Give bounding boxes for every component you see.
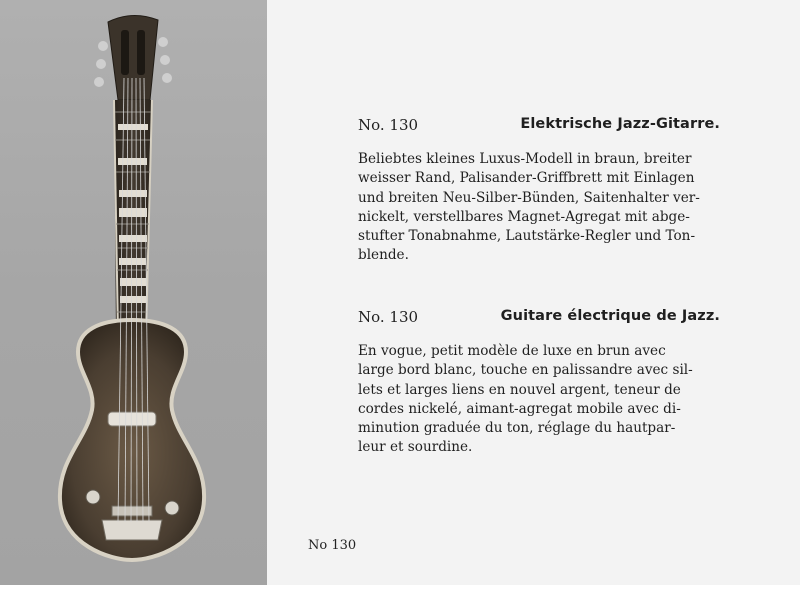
- entry-german: [358, 116, 720, 266]
- description-line: nickelt, verstellbares Magnet-Agregat mit abge-: [358, 208, 690, 225]
- product-number: No. 130: [358, 116, 419, 134]
- product-description: [358, 342, 720, 458]
- product-title: Guitare électrique de Jazz.: [500, 308, 720, 324]
- guitar-illustration: [0, 0, 267, 585]
- entry-header: [358, 116, 720, 138]
- description-line: lets et larges liens en nouvel argent, teneur de: [358, 381, 681, 398]
- description-line: large bord blanc, touche en palissandre avec sil-: [358, 362, 693, 379]
- headstock: [94, 15, 172, 100]
- body: [60, 320, 204, 560]
- entry-header: [358, 308, 720, 330]
- description-line: minution graduée du ton, réglage du hautpar-: [358, 420, 676, 437]
- description-line: blende.: [358, 247, 409, 264]
- entry-french: [358, 308, 720, 458]
- catalog-page: [267, 0, 800, 585]
- description-line: cordes nickelé, aimant-agregat mobile avec di-: [358, 400, 681, 417]
- product-title: Elektrische Jazz-Gitarre.: [520, 116, 720, 132]
- photo-caption: No 130: [308, 538, 357, 553]
- page-margin: [0, 585, 800, 600]
- description-line: stufter Tonabnahme, Lautstärke-Regler und Ton-: [358, 228, 696, 245]
- description-line: leur et sourdine.: [358, 439, 473, 456]
- product-description: [358, 150, 720, 266]
- description-line: Beliebtes kleines Luxus-Modell in braun, breiter: [358, 151, 692, 167]
- guitar-photo: [0, 0, 267, 585]
- description-line: En vogue, petit modèle de luxe en brun avec: [358, 343, 666, 359]
- description-line: und breiten Neu-Silber-Bünden, Saitenhalter ver-: [358, 189, 700, 206]
- description-line: weisser Rand, Palisander-Griffbrett mit Einlagen: [358, 170, 695, 187]
- product-number: No. 130: [358, 308, 419, 326]
